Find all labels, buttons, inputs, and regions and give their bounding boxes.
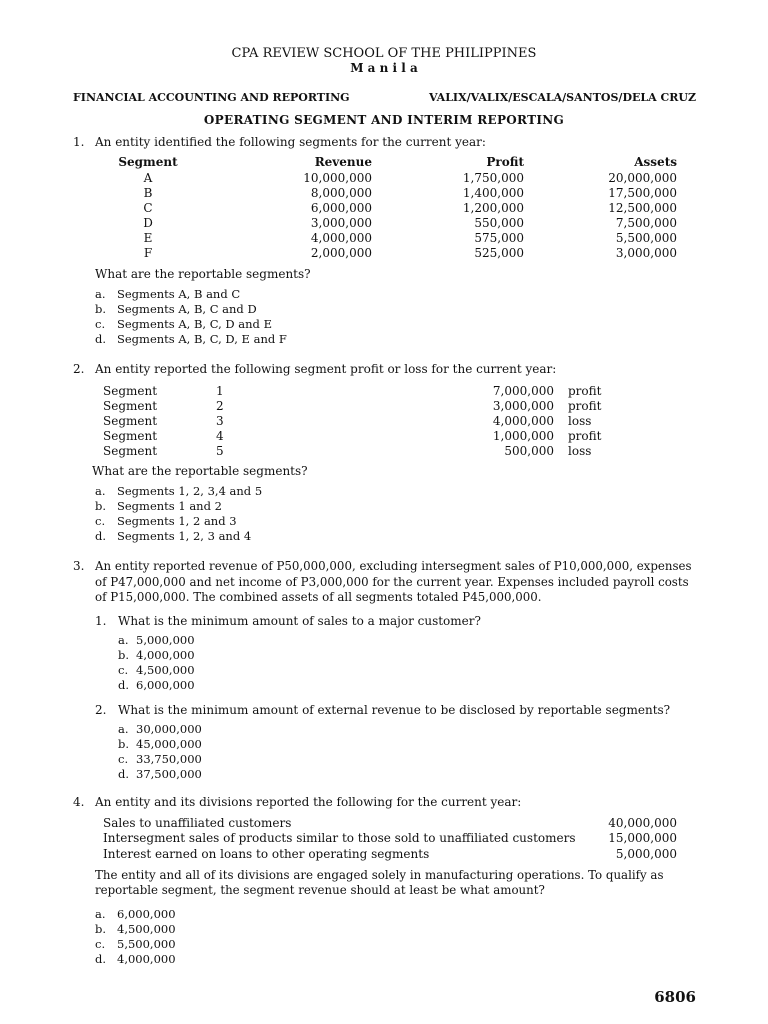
choice-text: 6,000,000 [136, 678, 195, 692]
table-row [0, 231, 768, 246]
q2-cell-amount: 4,000,000 [492, 414, 554, 428]
q2-cell-label: Segment [103, 444, 158, 458]
q2-cell-label: Segment [103, 384, 158, 398]
q4-choice-d [95, 952, 176, 967]
q1-cell-segment: C [143, 201, 153, 215]
q1-cell-assets: 12,500,000 [608, 201, 677, 215]
table-row [0, 246, 768, 261]
q2-cell-number: 2 [216, 399, 224, 413]
authors: VALIX/VALIX/ESCALA/SANTOS/DELA CRUZ [428, 91, 696, 104]
choice-letter: c. [95, 317, 106, 331]
choice-text: 30,000,000 [136, 722, 202, 736]
school-city: M a n i l a [350, 61, 418, 75]
q3-sub1-number: 1. [95, 614, 107, 628]
table-row [0, 384, 768, 399]
choice-text: Segments A, B, C, D, E and F [117, 332, 287, 346]
q2-cell-label: Segment [103, 414, 158, 428]
q3-number: 3. [73, 559, 85, 573]
choice-letter: c. [95, 514, 106, 528]
q1-cell-revenue: 4,000,000 [310, 231, 372, 245]
q3-sub2-question: What is the minimum amount of external revenue to be disclosed by reportable segments? [118, 703, 671, 717]
q3-sub1-choice-c [118, 663, 195, 678]
q3-sub2-choice-a [118, 722, 202, 737]
q4-number: 4. [73, 795, 85, 809]
q4-item-amount: 15,000,000 [608, 831, 677, 845]
q2-cell-number: 3 [216, 414, 224, 428]
q4-stem: An entity and its divisions reported the following for the current year: [95, 795, 522, 809]
q1-cell-revenue: 8,000,000 [310, 186, 372, 200]
table-row [0, 816, 768, 831]
school-name: CPA REVIEW SCHOOL OF THE PHILIPPINES [231, 46, 537, 61]
q2-cell-number: 4 [216, 429, 224, 443]
q1-cell-segment: D [143, 216, 153, 230]
choice-letter: d. [95, 529, 107, 543]
q3-paragraph-line-3: of P15,000,000. The combined assets of all segments totaled P45,000,000. [95, 590, 542, 604]
choice-letter: b. [95, 499, 107, 513]
q4-choice-a [95, 907, 176, 922]
q1-number: 1. [73, 135, 85, 149]
q2-question: What are the reportable segments? [92, 464, 308, 478]
q3-sub2-choice-c [118, 752, 202, 767]
q2-cell-amount: 500,000 [504, 444, 554, 458]
q1-stem: An entity identified the following segments for the current year: [95, 135, 486, 149]
q4-item-label: Sales to unaffiliated customers [103, 816, 292, 830]
choice-letter: a. [95, 484, 106, 498]
q2-cell-label: Segment [103, 429, 158, 443]
table-row [0, 216, 768, 231]
q2-cell-result: profit [568, 384, 602, 398]
q2-choice-a [95, 484, 262, 499]
q1-header-profit: Profit [486, 155, 524, 169]
q1-cell-revenue: 10,000,000 [303, 171, 372, 185]
choice-letter: a. [95, 287, 106, 301]
q2-cell-amount: 3,000,000 [492, 399, 554, 413]
choice-text: Segments 1, 2, 3 and 4 [117, 529, 252, 543]
q3-sub2-number: 2. [95, 703, 107, 717]
choice-letter: b. [118, 648, 130, 662]
q2-cell-result: profit [568, 429, 602, 443]
table-row [0, 847, 768, 862]
choice-letter: b. [95, 302, 107, 316]
choice-letter: c. [118, 752, 129, 766]
choice-letter: a. [118, 633, 129, 647]
q1-cell-profit: 1,200,000 [462, 201, 524, 215]
choice-text: 6,000,000 [117, 907, 176, 921]
choice-text: 33,750,000 [136, 752, 202, 766]
q1-cell-revenue: 3,000,000 [310, 216, 372, 230]
q4-paragraph-line-2: reportable segment, the segment revenue should at least be what amount? [95, 883, 545, 897]
choice-text: 5,500,000 [117, 937, 176, 951]
q1-cell-assets: 20,000,000 [608, 171, 677, 185]
q4-paragraph-line-1: The entity and all of its divisions are engaged solely in manufacturing operations. To qualify as [95, 868, 664, 882]
q1-table-header [0, 155, 768, 170]
q2-stem: An entity reported the following segment profit or loss for the current year: [95, 362, 557, 376]
choice-text: Segments 1, 2 and 3 [117, 514, 237, 528]
q2-choice-d [95, 529, 251, 544]
choice-letter: b. [95, 922, 107, 936]
q1-cell-assets: 17,500,000 [608, 186, 677, 200]
q2-cell-amount: 1,000,000 [492, 429, 554, 443]
choice-text: Segments A, B, C, D and E [117, 317, 272, 331]
choice-letter: d. [118, 767, 130, 781]
q1-choice-c [95, 317, 272, 332]
topic-title: OPERATING SEGMENT AND INTERIM REPORTING [203, 113, 565, 127]
q1-header-revenue: Revenue [314, 155, 372, 169]
table-row [0, 201, 768, 216]
page-code: 6806 [654, 988, 696, 1006]
table-row [0, 414, 768, 429]
table-row [0, 186, 768, 201]
choice-text: 4,000,000 [136, 648, 195, 662]
choice-text: 4,500,000 [117, 922, 176, 936]
choice-text: Segments 1, 2, 3,4 and 5 [117, 484, 263, 498]
q4-item-amount: 5,000,000 [615, 847, 677, 861]
table-row [0, 831, 768, 846]
choice-letter: c. [95, 937, 106, 951]
q1-cell-segment: E [143, 231, 153, 245]
choice-text: Segments A, B and C [117, 287, 241, 301]
subject-title: FINANCIAL ACCOUNTING AND REPORTING [73, 91, 350, 104]
q2-cell-result: loss [568, 414, 592, 428]
q2-choice-c [95, 514, 237, 529]
q3-sub1-choice-d [118, 678, 195, 693]
table-row [0, 444, 768, 459]
q2-cell-amount: 7,000,000 [492, 384, 554, 398]
q1-cell-segment: B [143, 186, 153, 200]
choice-letter: b. [118, 737, 130, 751]
q1-cell-profit: 525,000 [474, 246, 524, 260]
q1-cell-assets: 3,000,000 [615, 246, 677, 260]
q4-choice-b [95, 922, 176, 937]
table-row [0, 399, 768, 414]
q2-number: 2. [73, 362, 85, 376]
q1-header-assets: Assets [634, 155, 677, 169]
q1-cell-profit: 1,750,000 [462, 171, 524, 185]
q3-sub2-choice-d [118, 767, 202, 782]
q3-sub1-choice-a [118, 633, 195, 648]
q1-choice-a [95, 287, 240, 302]
q1-choice-b [95, 302, 257, 317]
q1-choice-d [95, 332, 287, 347]
q1-cell-profit: 1,400,000 [462, 186, 524, 200]
q3-paragraph-line-2: of P47,000,000 and net income of P3,000,000 for the current year. Expenses included payroll costs [95, 575, 689, 589]
q1-question: What are the reportable segments? [95, 267, 311, 281]
q2-cell-number: 1 [216, 384, 224, 398]
q3-sub1-question: What is the minimum amount of sales to a major customer? [118, 614, 481, 628]
q1-cell-revenue: 2,000,000 [310, 246, 372, 260]
choice-text: 5,000,000 [136, 633, 195, 647]
q2-choice-b [95, 499, 222, 514]
choice-text: 4,000,000 [117, 952, 176, 966]
choice-text: 45,000,000 [136, 737, 202, 751]
choice-text: Segments 1 and 2 [117, 499, 222, 513]
choice-letter: c. [118, 663, 129, 677]
choice-letter: d. [95, 952, 107, 966]
q1-cell-segment: F [143, 246, 153, 260]
table-row [0, 171, 768, 186]
choice-text: 4,500,000 [136, 663, 195, 677]
q4-item-label: Interest earned on loans to other operating segments [103, 847, 430, 861]
q1-cell-profit: 575,000 [474, 231, 524, 245]
q1-header-segment: Segment [118, 155, 178, 169]
q2-cell-number: 5 [216, 444, 224, 458]
choice-letter: d. [118, 678, 130, 692]
q1-cell-profit: 550,000 [474, 216, 524, 230]
choice-letter: d. [95, 332, 107, 346]
q4-item-amount: 40,000,000 [608, 816, 677, 830]
choice-text: Segments A, B, C and D [117, 302, 257, 316]
choice-letter: a. [118, 722, 129, 736]
q3-sub2-choice-b [118, 737, 202, 752]
q3-paragraph-line-1: An entity reported revenue of P50,000,000, excluding intersegment sales of P10,000,000, expenses [95, 559, 692, 573]
q2-cell-result: profit [568, 399, 602, 413]
q1-cell-revenue: 6,000,000 [310, 201, 372, 215]
choice-letter: a. [95, 907, 106, 921]
q2-cell-result: loss [568, 444, 592, 458]
q1-cell-assets: 7,500,000 [615, 216, 677, 230]
q1-cell-assets: 5,500,000 [615, 231, 677, 245]
q2-cell-label: Segment [103, 399, 158, 413]
q4-choice-c [95, 937, 176, 952]
q4-item-label: Intersegment sales of products similar to those sold to unaffiliated customers [103, 831, 576, 845]
choice-text: 37,500,000 [136, 767, 202, 781]
q3-sub1-choice-b [118, 648, 195, 663]
table-row [0, 429, 768, 444]
q1-cell-segment: A [143, 171, 153, 185]
